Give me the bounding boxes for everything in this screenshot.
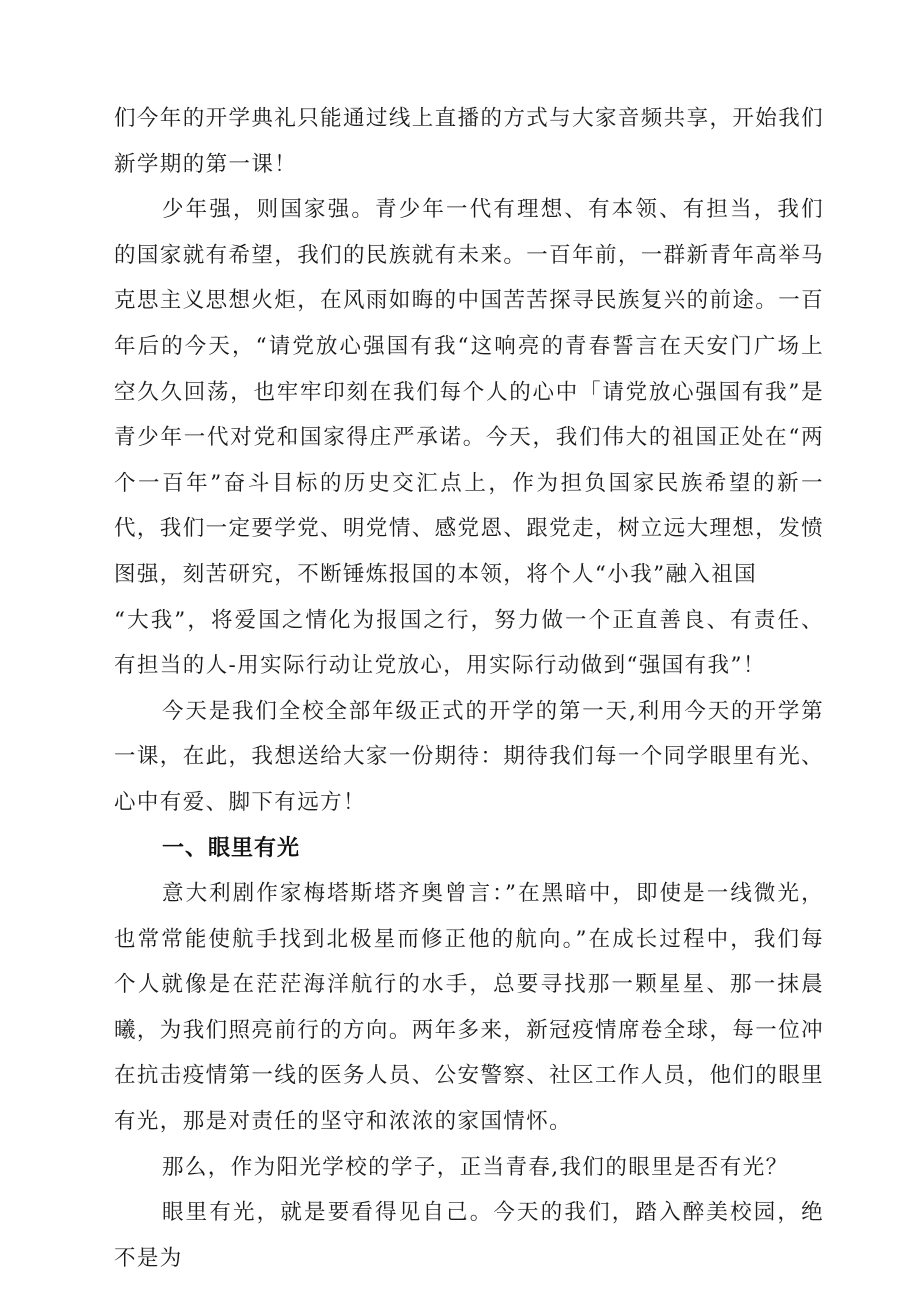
paragraph-youth-strong: 少年强，则国家强。青少年一代有理想、有本领、有担当，我们的国家就有希望，我们的民族就有未来。一百年前，一群新青年高举马克思主义思想火炬，在风雨如晦的中国苦苦探寻民族复兴的前途。一百年后的今天，“请党放心强国有我“这响亮的青春誓言在天安门广场上空久久回荡，也牢牢印刻在我们每个人的心中「请党放心强国有我”是青少年一代对党和国家得庄严承诺。今天，我们伟大的祖国正处在“两个一百年”奋斗目标的历史交汇点上，作为担负国家民族希望的新一代，我们一定要学党、明党情、感党恩、跟党走，树立远大理想，发愤图强，刻苦研究，不断锤炼报国的本领，将个人“小我”融入祖国: [114, 197, 824, 587]
document-body: [114, 96, 824, 1281]
paragraph-opening-continuation: 们今年的开学典礼只能通过线上直播的方式与大家音频共享，开始我们新学期的第一课！: [114, 106, 824, 177]
paragraph-metastasio-quote: 意大利剧作家梅塔斯塔齐奥曾言：”在黑暗中，即使是一线微光，也常常能使航手找到北极星而修正他的航向。”在成长过程中，我们每个人就像是在茫茫海洋航行的水手，总要寻找那一颗星星、那一抹晨曦，为我们照亮前行的方向。两年多来，新冠疫情席卷全球，每一位冲在抗击疫情第一线的医务人员、公安警察、社区工作人员，他们的眼里有光，那是对责任的坚守和浓浓的家国情怀。: [114, 881, 824, 1135]
paragraph-first-day: 今天是我们全校全部年级正式的开学的第一天,利用今天的开学第一课，在此，我想送给大家一份期待：期待我们每一个同学眼里有光、心中有爱、脚下有远方！: [114, 698, 824, 815]
section-heading-light-in-eyes: 一、眼里有光: [162, 835, 301, 861]
paragraph-question: 那么，作为阳光学校的学子，正当青春,我们的眼里是否有光？: [162, 1154, 789, 1180]
paragraph-see-yourself: 眼里有光，就是要看得见自己。今天的我们，踏入醉美校园，绝不是为: [114, 1200, 824, 1271]
paragraph-big-self: “大我”，将爱国之情化为报国之行，努力做一个正直善良、有责任、有担当的人-用实际行动让党放心，用实际行动做到“强国有我”！: [114, 607, 824, 679]
